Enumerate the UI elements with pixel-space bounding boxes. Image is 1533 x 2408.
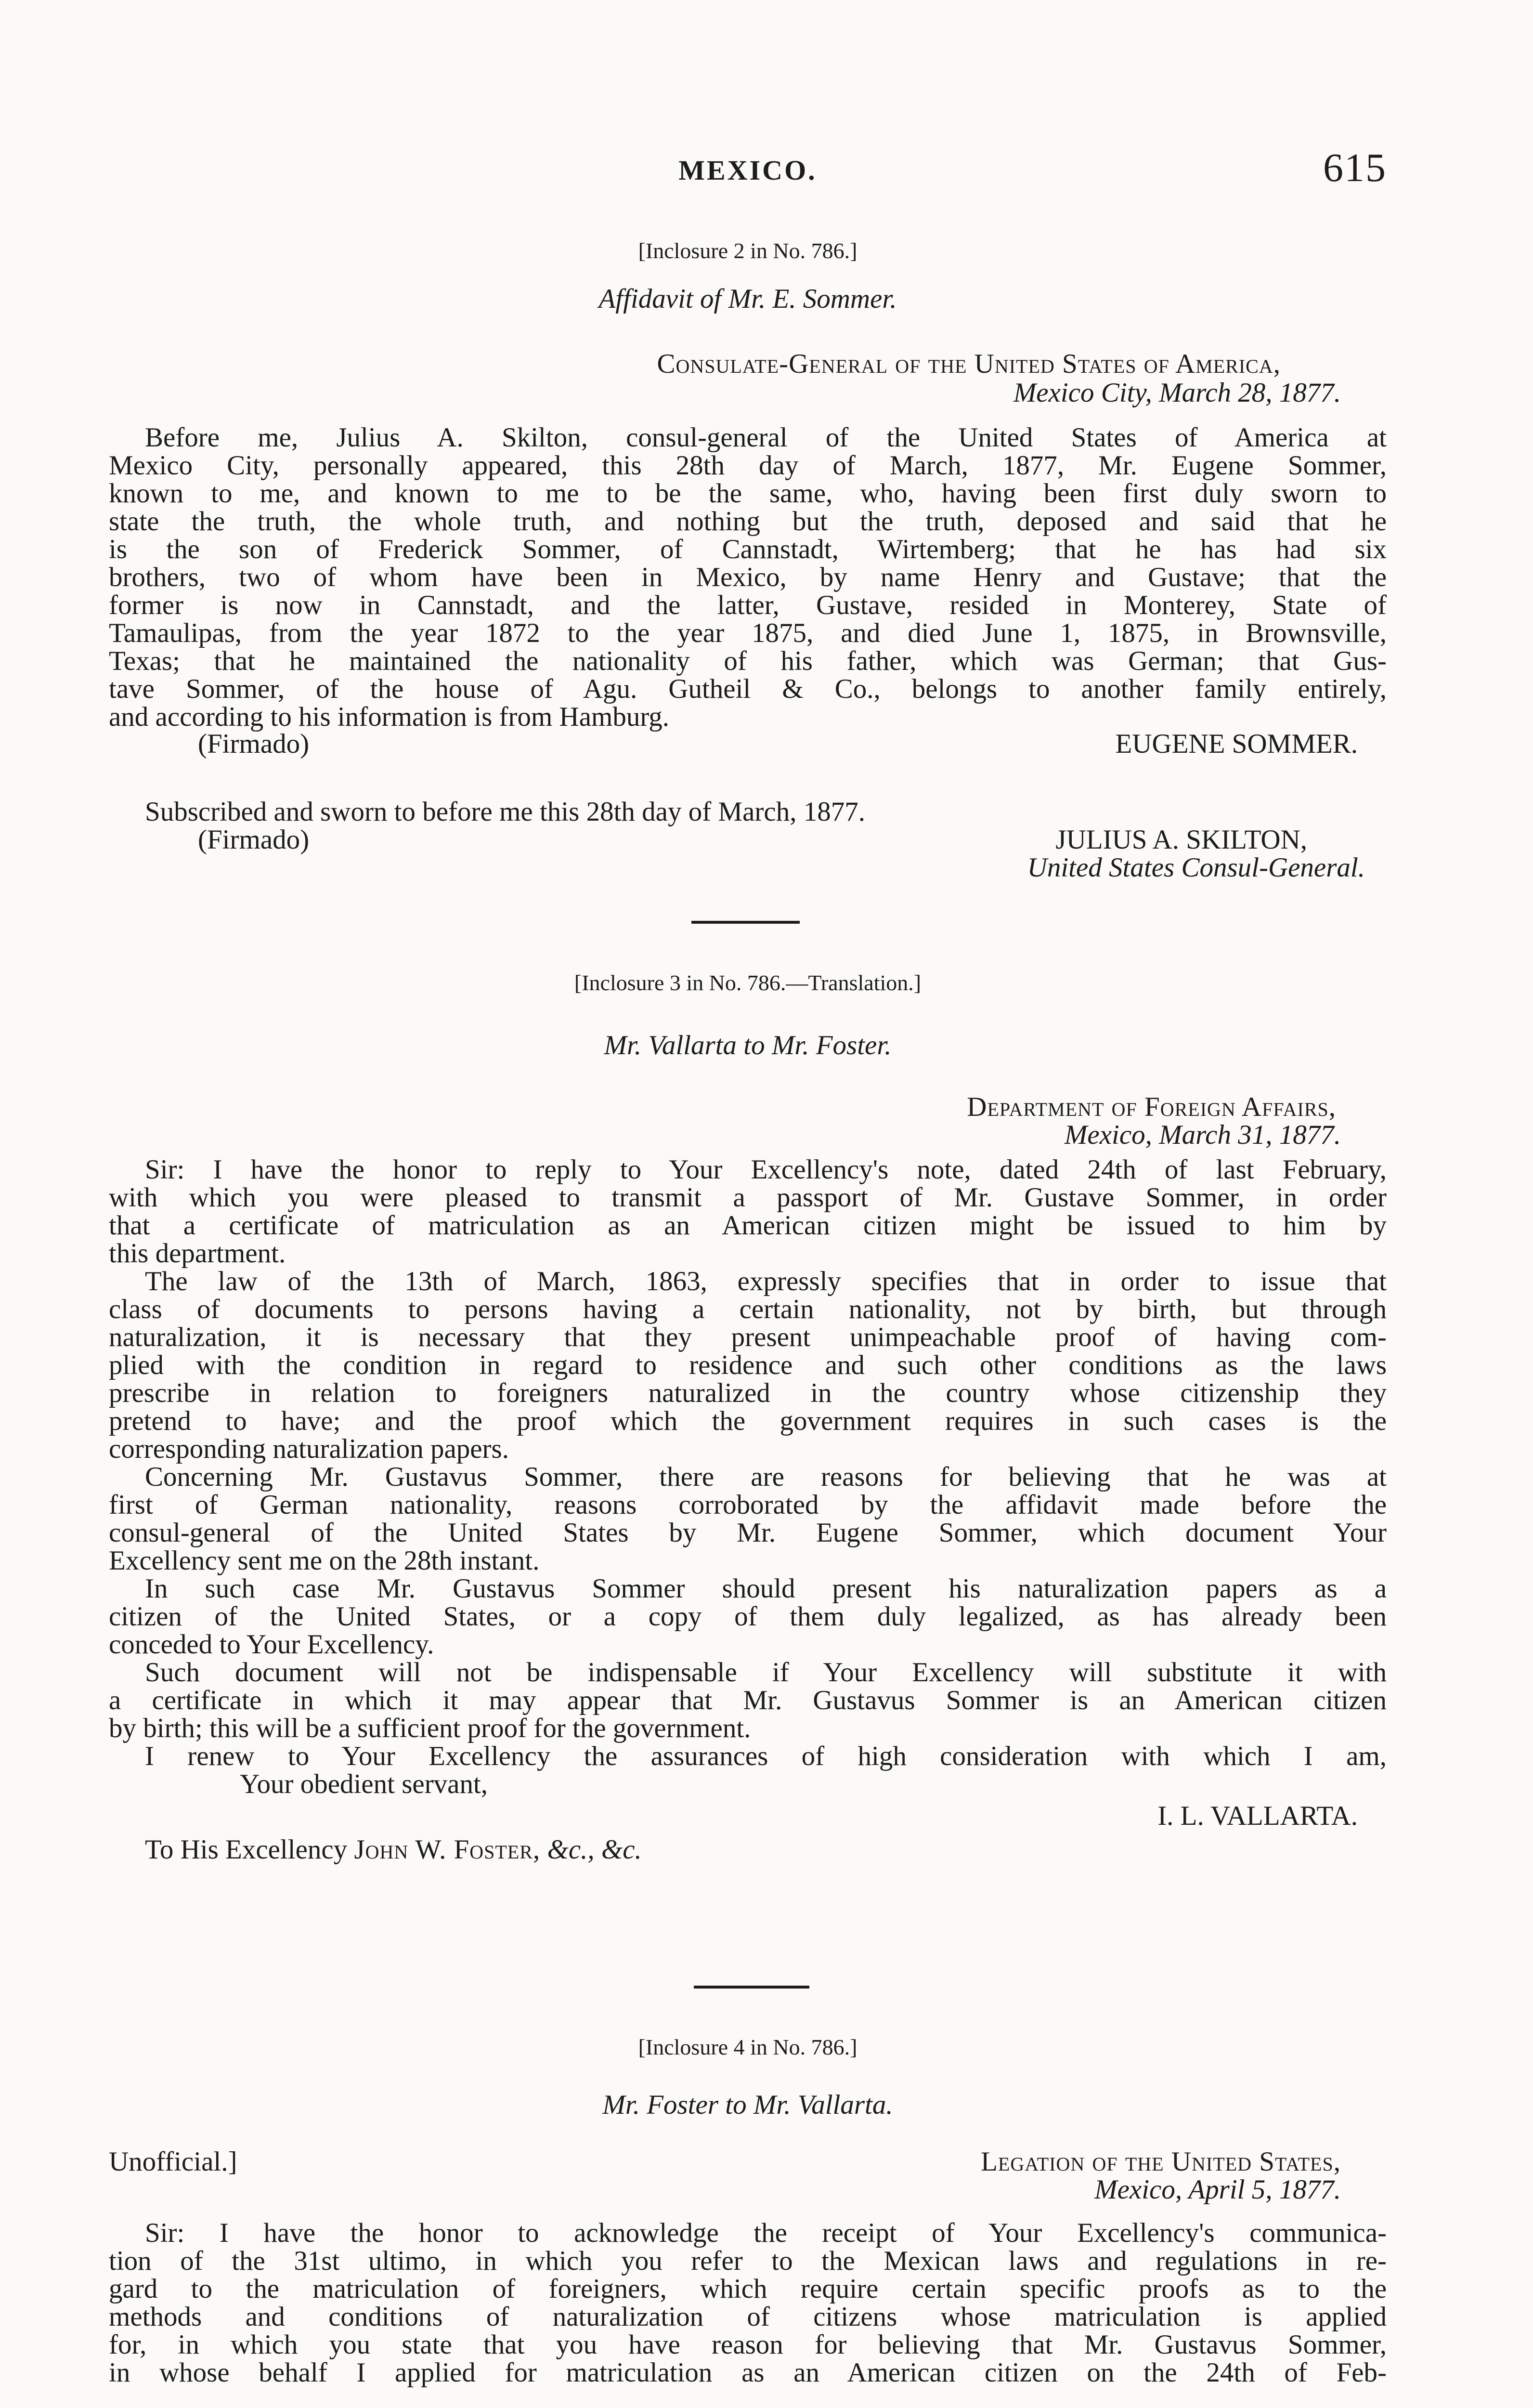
firmado-label: (Firmado) xyxy=(198,729,310,759)
inclosure-4-place: Legation of the United States, xyxy=(981,2146,1341,2177)
paragraph-line: Concerning Mr. Gustavus Sommer, there are reasons for believing that he was at xyxy=(145,1462,1387,1492)
paragraph-line: Before me, Julius A. Skilton, consul-general of the United States of America at xyxy=(145,422,1387,453)
paragraph-line: with which you were pleased to transmit a passport of Mr. Gustave Sommer, in order xyxy=(109,1182,1387,1213)
paragraph-line: Excellency sent me on the 28th instant. xyxy=(109,1545,540,1576)
paragraph-line: corresponding naturalization papers. xyxy=(109,1434,509,1464)
paragraph-line: is the son of Frederick Sommer, of Cannstadt, Wirtemberg; that he has had six xyxy=(109,534,1387,564)
paragraph-line: The law of the 13th of March, 1863, expressly specifies that in order to issue that xyxy=(145,1266,1387,1296)
paragraph-line: known to me, and known to me to be the same, who, having been first duly sworn to xyxy=(109,478,1387,509)
inclosure-2-place: Consulate-General of the United States of America, xyxy=(657,349,1281,379)
inclosure-3-place: Department of Foreign Affairs, xyxy=(967,1092,1336,1122)
paragraph-line: state the truth, the whole truth, and nothing but the truth, deposed and said that he xyxy=(109,506,1387,537)
paragraph-line: conceded to Your Excellency. xyxy=(109,1629,434,1660)
unofficial-note: Unofficial.] xyxy=(109,2146,237,2177)
section-divider xyxy=(691,921,800,924)
paragraph-line: by birth; this will be a sufficient proof for the government. xyxy=(109,1713,751,1743)
paragraph-line: plied with the condition in regard to residence and such other conditions as the laws xyxy=(109,1350,1387,1380)
paragraph-line: this department. xyxy=(109,1238,286,1269)
paragraph-line: pretend to have; and the proof which the government requires in such cases is the xyxy=(109,1406,1387,1436)
paragraph-line: Texas; that he maintained the nationality of his father, which was German; that Gus- xyxy=(109,646,1387,676)
paragraph-line: class of documents to persons having a certain nationality, not by birth, but through xyxy=(109,1294,1387,1324)
signature-eugene-sommer: EUGENE SOMMER. xyxy=(1115,729,1358,759)
address-line: To His Excellency John W. Foster, &c., &c. xyxy=(145,1834,642,1865)
page-number: 615 xyxy=(1323,145,1387,190)
paragraph-line: gard to the matriculation of foreigners, which require certain specific proofs as to the xyxy=(109,2274,1387,2304)
paragraph-line: tave Sommer, of the house of Agu. Gutheil & Co., belongs to another family entirely, xyxy=(109,674,1387,704)
paragraph-line: Tamaulipas, from the year 1872 to the year 1875, and died June 1, 1875, in Brownsville, xyxy=(109,618,1387,648)
closing-line: Your obedient servant, xyxy=(240,1769,488,1799)
paragraph-line: I renew to Your Excellency the assurances of high consideration with which I am, xyxy=(145,1741,1387,1771)
paragraph-line: Sir: I have the honor to reply to Your Excellency's note, dated 24th of last February, xyxy=(145,1154,1387,1185)
paragraph-line: a certificate in which it may appear that Mr. Gustavus Sommer is an American citizen xyxy=(109,1685,1387,1715)
paragraph-line: first of German nationality, reasons corroborated by the affidavit made before the xyxy=(109,1490,1387,1520)
inclosure-2-title: Affidavit of Mr. E. Sommer. xyxy=(598,284,897,314)
inclosure-3-title: Mr. Vallarta to Mr. Foster. xyxy=(604,1030,892,1060)
paragraph-line: that a certificate of matriculation as an American citizen might be issued to him by xyxy=(109,1210,1387,1241)
inclosure-2-date: Mexico City, March 28, 1877. xyxy=(1013,378,1341,408)
signer-title: United States Consul-General. xyxy=(1027,852,1365,883)
paragraph-line: citizen of the United States, or a copy of them duly legalized, as has already been xyxy=(109,1601,1387,1632)
signature-vallarta: I. L. VALLARTA. xyxy=(1157,1801,1358,1831)
inclosure-4-heading: [Inclosure 4 in No. 786.] xyxy=(638,2035,857,2059)
signature-julius-skilton: JULIUS A. SKILTON, xyxy=(1055,824,1307,855)
subscribed-line: Subscribed and sworn to before me this 28th day of March, 1877. xyxy=(145,797,865,827)
paragraph-line: brothers, two of whom have been in Mexico, by name Henry and Gustave; that the xyxy=(109,562,1387,592)
paragraph-line: naturalization, it is necessary that they present unimpeachable proof of having com- xyxy=(109,1322,1387,1352)
paragraph-line: Mexico City, personally appeared, this 28th day of March, 1877, Mr. Eugene Sommer, xyxy=(109,450,1387,481)
inclosure-3-date: Mexico, March 31, 1877. xyxy=(1064,1120,1341,1150)
paragraph-line: methods and conditions of naturalization of citizens whose matriculation is applied xyxy=(109,2302,1387,2332)
paragraph-line: Such document will not be indispensable if Your Excellency will substitute it with xyxy=(145,1657,1387,1688)
inclosure-3-heading: [Inclosure 3 in No. 786.—Translation.] xyxy=(574,970,922,995)
paragraph-line: in whose behalf I applied for matriculation as an American citizen on the 24th of Feb- xyxy=(109,2357,1387,2388)
paragraph-line: and according to his information is from Hamburg. xyxy=(109,702,670,732)
running-head xyxy=(109,144,1387,197)
paragraph-line: former is now in Cannstadt, and the latter, Gustave, resided in Monterey, State of xyxy=(109,590,1387,620)
inclosure-4-title: Mr. Foster to Mr. Vallarta. xyxy=(602,2090,893,2120)
paragraph-line: Sir: I have the honor to acknowledge the receipt of Your Excellency's communica- xyxy=(145,2218,1387,2248)
paragraph-line: consul-general of the United States by Mr. Eugene Sommer, which document Your xyxy=(109,1518,1387,1548)
firmado-label: (Firmado) xyxy=(198,824,310,855)
section-divider xyxy=(694,1986,809,1989)
paragraph-line: for, in which you state that you have reason for believing that Mr. Gustavus Sommer, xyxy=(109,2329,1387,2360)
inclosure-4-date: Mexico, April 5, 1877. xyxy=(1094,2174,1341,2205)
paragraph-line: prescribe in relation to foreigners naturalized in the country whose citizenship they xyxy=(109,1378,1387,1408)
paragraph-line: In such case Mr. Gustavus Sommer should present his naturalization papers as a xyxy=(145,1573,1387,1604)
paragraph-line: tion of the 31st ultimo, in which you refer to the Mexican laws and regulations in re- xyxy=(109,2246,1387,2276)
inclosure-2-heading: [Inclosure 2 in No. 786.] xyxy=(638,238,857,263)
running-title: MEXICO. xyxy=(678,155,817,186)
